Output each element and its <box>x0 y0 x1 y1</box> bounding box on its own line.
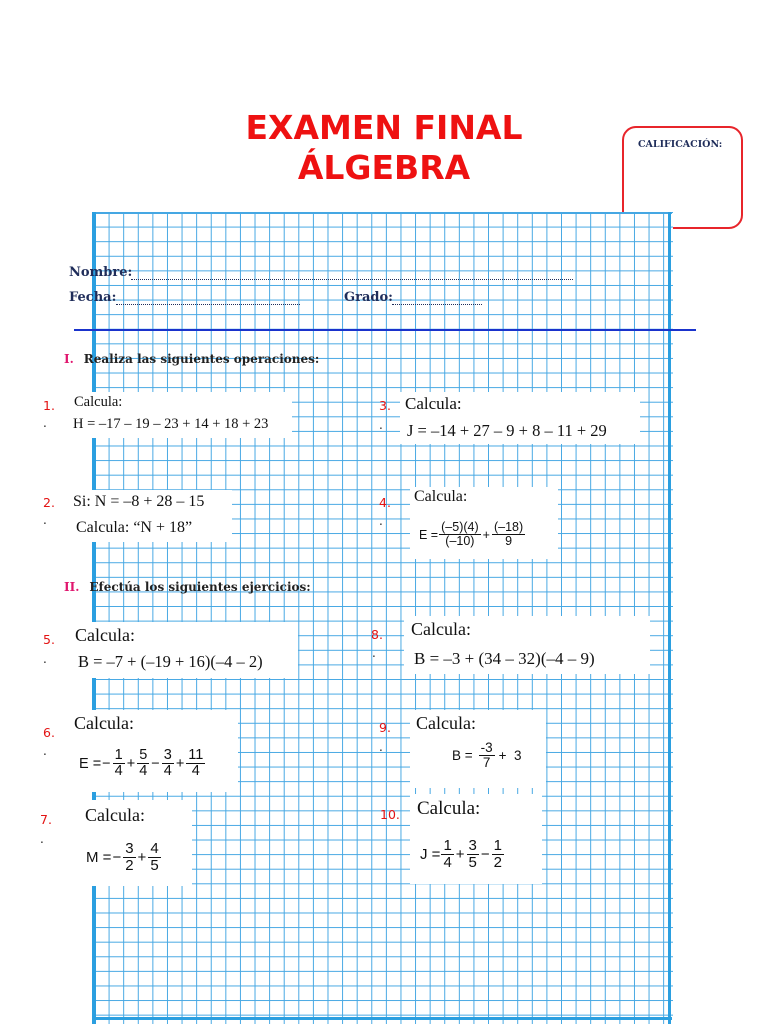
q6-f2-num: 5 <box>139 747 148 763</box>
question-1 <box>70 392 292 438</box>
q4-lhs: E = <box>419 527 439 542</box>
q6-f4-den: 4 <box>191 763 200 780</box>
q4-number: 4. <box>379 495 391 510</box>
header-divider <box>74 329 696 331</box>
q6-f2-den: 4 <box>139 763 148 780</box>
grid-left-border <box>92 212 96 1024</box>
q10-fraction-3 <box>492 838 504 871</box>
q8-heading: Calcula: <box>411 619 471 639</box>
q7-fraction-2 <box>148 841 160 874</box>
q6-sign-2: + <box>126 755 136 772</box>
q6-lhs: E = <box>79 755 102 772</box>
q3-heading: Calcula: <box>405 394 462 413</box>
section-1-heading <box>64 352 319 366</box>
section-1-number: I. <box>64 352 74 366</box>
question-3 <box>400 392 640 444</box>
q6-fraction-3 <box>162 748 174 779</box>
q4-expression <box>419 521 526 548</box>
section-2-heading <box>64 580 311 594</box>
q10-number: 10. <box>380 807 400 822</box>
fecha-line[interactable] <box>116 303 300 305</box>
q4-f1-num: (–5)(4) <box>441 520 479 534</box>
q7-f1-num: 3 <box>125 840 134 857</box>
q10-f1-den: 4 <box>443 853 452 871</box>
q7-number: 7. <box>40 812 52 827</box>
q8-expression: B = –3 + (34 – 32)(–4 – 9) <box>414 649 595 668</box>
q4-heading: Calcula: <box>414 488 468 505</box>
q5-dot: . <box>43 652 47 666</box>
grado-label: Grado: <box>344 290 393 305</box>
q3-dot: . <box>379 418 383 432</box>
q7-dot: . <box>40 832 44 846</box>
q7-f2-den: 5 <box>150 856 159 874</box>
q3-number: 3. <box>379 398 391 413</box>
exam-title-line2: ÁLGEBRA <box>297 148 471 187</box>
q6-fraction-4 <box>186 748 205 779</box>
q5-heading: Calcula: <box>75 625 135 645</box>
question-9 <box>410 710 546 788</box>
q2-number: 2. <box>43 495 55 510</box>
q7-fraction-1 <box>123 841 135 874</box>
q6-sign-3: − <box>151 755 160 772</box>
q2-line1: Si: N = –8 + 28 – 15 <box>73 493 205 510</box>
q9-heading: Calcula: <box>416 713 476 733</box>
q6-heading: Calcula: <box>74 713 134 733</box>
q10-f1-num: 1 <box>443 837 452 854</box>
q1-heading: Calcula: <box>74 394 123 410</box>
q10-expression <box>420 838 505 871</box>
q6-fraction-2 <box>137 748 149 779</box>
q9-fraction-1 <box>479 741 495 770</box>
question-10 <box>410 794 542 884</box>
q6-fraction-1 <box>113 748 125 779</box>
question-4 <box>410 487 558 559</box>
q7-heading: Calcula: <box>85 805 145 825</box>
q4-dot: . <box>379 514 383 528</box>
nombre-line[interactable] <box>131 278 573 280</box>
q7-sign-1: − <box>112 848 122 866</box>
q7-f1-den: 2 <box>125 856 134 874</box>
q10-lhs: J = <box>420 845 441 863</box>
q10-f2-num: 3 <box>468 837 477 854</box>
q6-f4-num: 11 <box>188 747 204 763</box>
section-1-text: Realiza las siguientes operaciones: <box>83 352 320 366</box>
grid-top-border <box>94 212 672 214</box>
q4-operator: + <box>482 527 490 542</box>
q4-f1-den: (–10) <box>445 534 475 549</box>
grid-bottom-border <box>92 1017 672 1020</box>
q5-expression: B = –7 + (–19 + 16)(–4 – 2) <box>78 652 263 671</box>
q10-f2-den: 5 <box>468 853 477 871</box>
q4-fraction-2 <box>492 521 525 548</box>
q1-number: 1. <box>43 398 55 413</box>
question-6 <box>70 710 238 792</box>
q6-sign-4: + <box>175 755 185 772</box>
q9-f1-num: -3 <box>480 740 493 755</box>
q7-f2-num: 4 <box>150 840 159 857</box>
q7-expression <box>86 841 162 874</box>
grid-right-border <box>668 212 671 1024</box>
q3-expression: J = –14 + 27 – 9 + 8 – 11 + 29 <box>407 421 607 440</box>
question-5 <box>70 622 298 678</box>
q7-sign-2: + <box>137 848 147 866</box>
q2-dot: . <box>43 513 47 527</box>
q10-f3-den: 2 <box>493 853 502 871</box>
q10-sign-2: − <box>480 845 490 863</box>
section-2-number: II. <box>64 580 80 594</box>
nombre-label: Nombre: <box>69 265 133 280</box>
q4-f2-den: 9 <box>505 534 513 549</box>
q8-number: 8. <box>371 627 383 642</box>
q9-number: 9. <box>379 720 391 735</box>
q10-f3-num: 1 <box>493 837 502 854</box>
question-8 <box>404 616 650 674</box>
exam-title-line1: EXAMEN FINAL <box>245 108 523 147</box>
q10-fraction-2 <box>467 838 479 871</box>
q6-expression <box>79 748 206 779</box>
question-2 <box>70 490 232 542</box>
q1-expression: H = –17 – 19 – 23 + 14 + 18 + 23 <box>73 416 269 432</box>
q10-heading: Calcula: <box>417 798 481 819</box>
q6-f1-num: 1 <box>114 747 123 763</box>
q6-number: 6. <box>43 725 55 740</box>
q10-sign-1: + <box>455 845 465 863</box>
q9-dot: . <box>379 740 383 754</box>
q9-lhs: B = <box>452 748 473 764</box>
q2-line2: Calcula: “N + 18” <box>76 519 193 536</box>
q6-dot: . <box>43 744 47 758</box>
q6-f3-den: 4 <box>163 763 172 780</box>
q5-number: 5. <box>43 632 55 647</box>
q4-fraction-1 <box>439 521 481 548</box>
q1-dot: . <box>43 416 47 430</box>
grado-line[interactable] <box>392 303 482 305</box>
q6-sign-1: − <box>102 755 111 772</box>
q9-f1-den: 7 <box>482 755 491 771</box>
grade-label: CALIFICACIÓN: <box>638 139 723 150</box>
q7-lhs: M = <box>86 848 112 866</box>
q6-f1-den: 4 <box>114 763 123 780</box>
q8-dot: . <box>372 646 376 660</box>
question-7 <box>80 800 192 886</box>
section-2-text: Efectúa los siguientes ejercicios: <box>89 580 311 594</box>
q9-expression <box>452 741 523 770</box>
fecha-label: Fecha: <box>69 290 117 305</box>
q10-fraction-1 <box>441 838 453 871</box>
q9-tail: + 3 <box>498 748 522 764</box>
q6-f3-num: 3 <box>163 747 172 763</box>
q4-f2-num: (–18) <box>493 520 524 534</box>
